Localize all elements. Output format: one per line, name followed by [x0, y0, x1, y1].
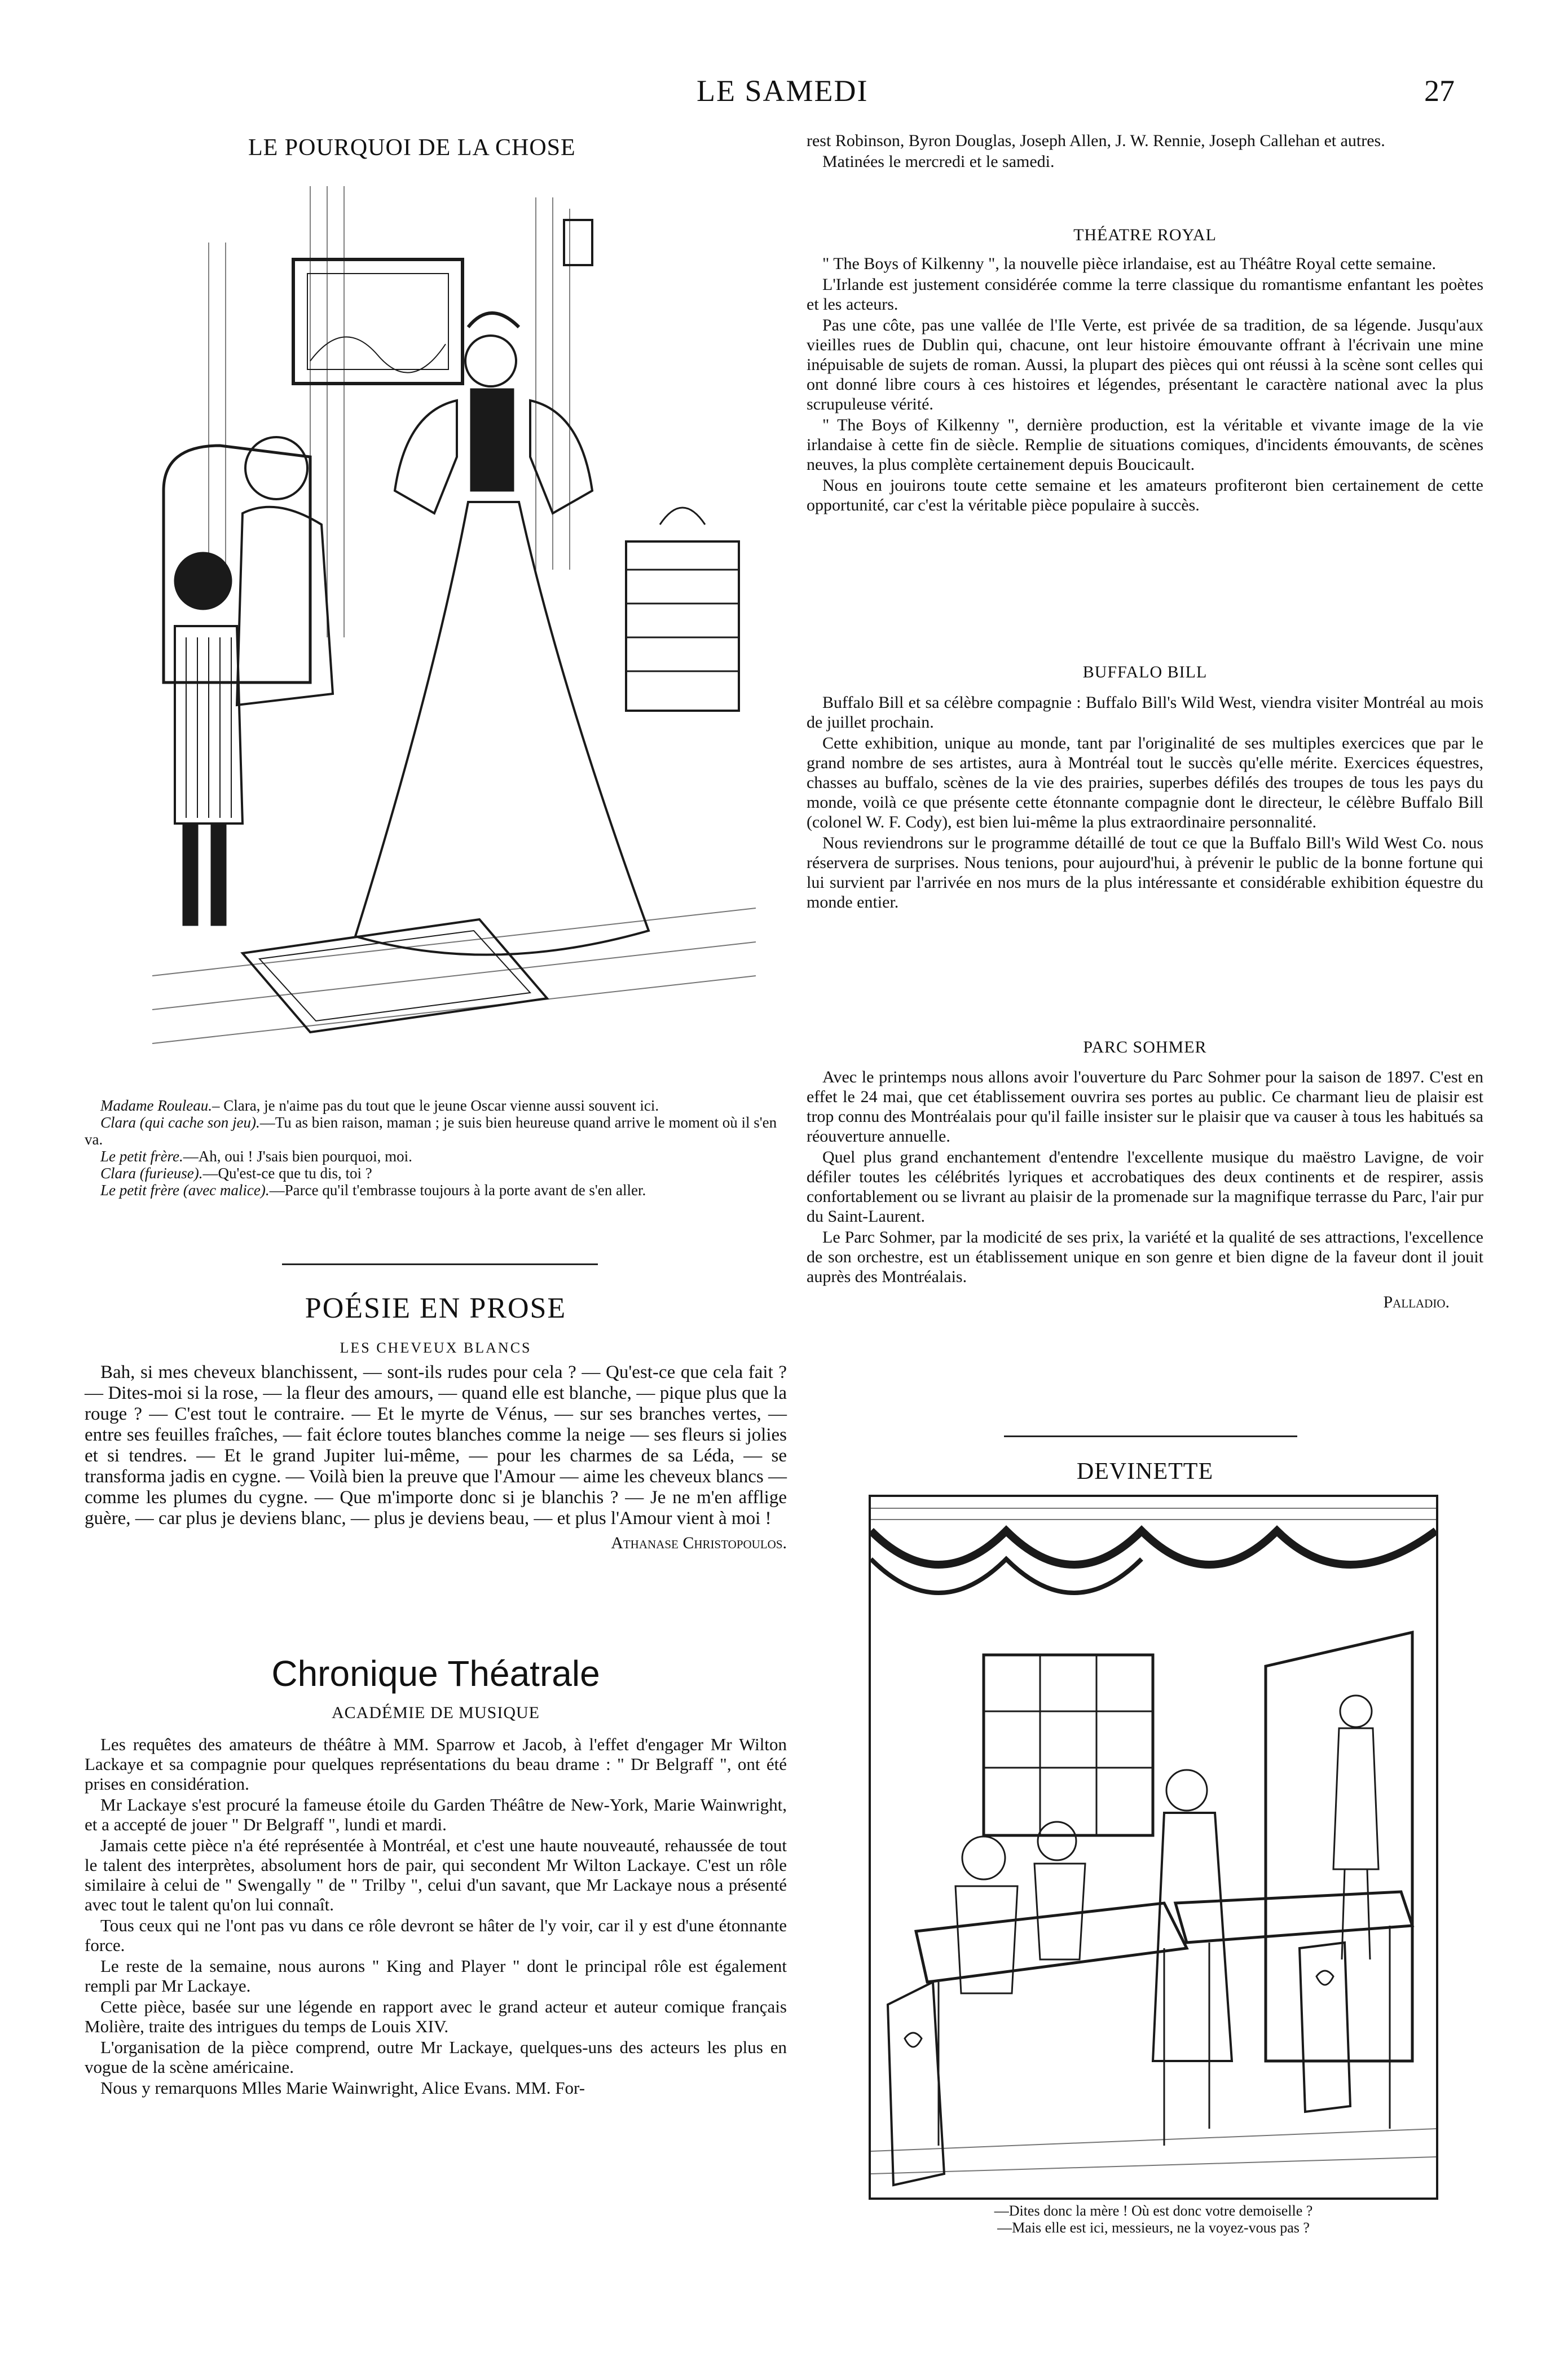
sohmer-paragraph: Quel plus grand enchantement d'entendre l'excellente musique du maëstro Lavigne, de voir défiler toutes les célébrités lyriques et accrobatiques des deux continents et de respirer, assis confortablement ou se livrant au plaisir de la promenade sur la magnifique terrasse du Parc, l'air pur du Saint-Laurent. — [807, 1148, 1483, 1226]
newspaper-title: LE SAMEDI — [697, 74, 869, 108]
sohmer-title: PARC SOHMER — [1083, 1038, 1207, 1056]
right-top-body — [807, 131, 1483, 173]
royal-paragraph: " The Boys of Kilkenny ", dernière production, est la véritable et vivante image de la vie irlandaise à cette fin de siècle. Remplie de situations comiques, d'incidents émouvants, de scènes neuves, la plus complète certainement depuis Boucicault. — [807, 416, 1483, 474]
royal-paragraph: Pas une côte, pas une vallée de l'Ile Verte, est privée de sa tradition, de sa légende. Jusqu'aux vieilles rues de Dublin qui, chacune, ont leur histoire émouvante offrant à l'écrivain une mine inépuisable de sujets de roman. Aussi, la plupart des pièces qui ont réussi à la scène sont celles qui ont donné libre cours à ces histoires et légendes, présentant le caractère national avec la plus scrupuleuse vérité. — [807, 316, 1483, 413]
divider-left-1 — [282, 1263, 598, 1265]
cartoon-caption — [85, 1097, 787, 1199]
caption-text-5: —Parce qu'il t'embrasse toujours à la porte avant de s'en aller. — [269, 1182, 646, 1199]
cartoon-drawing — [141, 175, 767, 1083]
devinette-illustration — [869, 1495, 1438, 2200]
devinette-drawing — [871, 1497, 1436, 2198]
academie-paragraph: Mr Lackaye s'est procuré la fameuse étoile du Garden Théâtre de New-York, Marie Wainwright, et a accepté de jouer " Dr Belgraff ", lundi et mardi. — [85, 1795, 787, 1834]
caption-speaker-4: Clara (furieuse). — [100, 1165, 203, 1182]
divider-right-1 — [1004, 1435, 1297, 1437]
academie-paragraph: Tous ceux qui ne l'ont pas vu dans ce rôle devront se hâter de l'y voir, car il y est d'une étonnante force. — [85, 1915, 787, 1955]
matinees-text: Matinées le mercredi et le samedi. — [822, 152, 1055, 171]
caption-speaker-3: Le petit frère. — [100, 1148, 183, 1165]
buffalo-body — [807, 693, 1483, 913]
buffalo-paragraph: Nous reviendrons sur le programme détaillé de tout ce que la Buffalo Bill's Wild West Co. nous réservera de surprises. Nous tenions, pour aujourd'hui, à prévenir le public de la bonne fortune qui lui survient par l'arrivée en nos murs de la plus intéressante et considérable exhibition équestre du monde entier. — [807, 834, 1483, 911]
poesie-text: Bah, si mes cheveux blanchissent, — sont-ils rudes pour cela ? — Qu'est-ce que cela fait ? — Dites-moi si la rose, — la fleur des amours, — quand elle est blanche, — pique plus que la rouge ? — C'est tout le contraire. — Et le myrte de Vénus, — sur ses branches vertes, — entre ses feuilles fraîches, — fait éclore toutes blanches comme la neige — ses fleurs si jolies et si tendres. — Et le grand Jupiter lui-même, — pour les charmes de sa Léda, — se transforma jadis en cygne. — Voilà bien la preuve que l'Amour — aime les cheveux blancs — comme les plumes du cygne. — Que m'importe donc si je blanchis ? — Je ne m'en afflige guère, — car plus je deviens blanc, — plus je deviens beau, — et plus l'Amour vient à moi ! — [85, 1362, 787, 1529]
sohmer-author: Palladio. — [1383, 1293, 1450, 1311]
cartoon-title: LE POURQUOI DE LA CHOSE — [248, 135, 576, 161]
poesie-author: Athanase Christopoulos. — [611, 1534, 787, 1552]
devinette-caption — [869, 2203, 1438, 2236]
caption-line-3 — [85, 1148, 787, 1165]
royal-title: THÉATRE ROYAL — [1073, 226, 1217, 244]
caption-text-2: —Tu as bien raison, maman ; je suis bien heureuse quand arrive le moment où il s'en va. — [85, 1114, 777, 1148]
devinette-caption-line-1: —Dites donc la mère ! Où est donc votre demoiselle ? — [994, 2203, 1313, 2219]
sohmer-body — [807, 1067, 1483, 1312]
caption-line-2 — [85, 1114, 787, 1148]
caption-text-3: —Ah, oui ! J'sais bien pourquoi, moi. — [183, 1148, 412, 1165]
academie-title: ACADÉMIE DE MUSIQUE — [332, 1703, 540, 1722]
buffalo-paragraph: Cette exhibition, unique au monde, tant par l'originalité de ses multiples exercices que par le grand nombre de ses artistes, aura à Montréal tout le succès qu'elle mérite. Exercices équestres, chasses au buffalo, scènes de la vie des prairies, superbes défilés des troupes de tous les pays du monde, voilà ce que présente cette étonnante compagnie dont le directeur, le célèbre Buffalo Bill (colonel W. F. Cody), est bien lui-même la plus extraordinaire personnalité. — [807, 734, 1483, 831]
sohmer-paragraph: Avec le printemps nous allons avoir l'ouverture du Parc Sohmer pour la saison de 1897. C'est en effet le 24 mai, que cet établissement ouvrira ses portes au public. Ce charmant lieu de plaisir est trop connu des Montréalais pour qu'il faille insister sur le plaisir que va causer à tous les habitués sa réouverture annuelle. — [807, 1068, 1483, 1146]
caption-text-1: – Clara, je n'aime pas du tout que le jeune Oscar vienne aussi souvent ici. — [212, 1097, 659, 1114]
academie-paragraph: Nous y remarquons Mlles Marie Wainwright, Alice Evans. MM. For- — [100, 2078, 585, 2098]
academie-body — [85, 1734, 787, 2099]
caption-line-4 — [85, 1165, 787, 1182]
academie-paragraph: L'organisation de la pièce comprend, outre Mr Lackaye, quelques-uns des acteurs les plus en vogue de la scène américaine. — [85, 2037, 787, 2077]
academie-paragraph: Les requêtes des amateurs de théâtre à MM. Sparrow et Jacob, à l'effet d'engager Mr Wilton Lackaye et sa compagnie pour quelques représentations du beau drame : " Dr Belgraff ", ont été prises en considération. — [85, 1734, 787, 1794]
royal-paragraph: " The Boys of Kilkenny ", la nouvelle pièce irlandaise, est au Théâtre Royal cette semaine. — [822, 254, 1437, 273]
royal-paragraph: Nous en jouirons toute cette semaine et les amateurs profiteront bien certainement de cette opportunité, car c'est la véritable pièce populaire à succès. — [807, 476, 1483, 514]
poesie-title: POÉSIE EN PROSE — [305, 1292, 567, 1324]
page-number: 27 — [1424, 74, 1455, 108]
caption-speaker-2: Clara (qui cache son jeu). — [100, 1114, 260, 1131]
caption-speaker-5: Le petit frère (avec malice). — [100, 1182, 270, 1199]
buffalo-paragraph: Buffalo Bill et sa célèbre compagnie : Buffalo Bill's Wild West, viendra visiter Montréal au mois de juillet prochain. — [807, 693, 1483, 732]
royal-paragraph: L'Irlande est justement considérée comme la terre classique du romantisme enfantant les poètes et les acteurs. — [807, 275, 1483, 314]
poesie-subtitle: LES CHEVEUX BLANCS — [340, 1340, 532, 1356]
caption-line-1 — [85, 1097, 787, 1114]
caption-text-4: —Qu'est-ce que tu dis, toi ? — [202, 1165, 372, 1182]
continued-text: rest Robinson, Byron Douglas, Joseph Allen, J. W. Rennie, Joseph Callehan et autres. — [807, 131, 1385, 150]
chronique-title: Chronique Théatrale — [271, 1653, 600, 1694]
devinette-title: DEVINETTE — [1076, 1459, 1214, 1485]
devinette-caption-line-2: —Mais elle est ici, messieurs, ne la voyez-vous pas ? — [997, 2220, 1310, 2236]
caption-speaker-1: Madame Rouleau. — [100, 1097, 212, 1114]
academie-paragraph: Cette pièce, basée sur une légende en rapport avec le grand acteur et auteur comique français Molière, traite des intrigues du temps de Louis XIV. — [85, 1997, 787, 2036]
academie-paragraph: Le reste de la semaine, nous aurons " King and Player " dont le principal rôle est également rempli par Mr Lackaye. — [85, 1956, 787, 1996]
cartoon-illustration — [141, 175, 767, 1083]
caption-line-5 — [85, 1182, 787, 1199]
academie-paragraph: Jamais cette pièce n'a été représentée à Montréal, et c'est une haute nouveauté, rehaussée de tout le talent des interprètes, absolument hors de pair, qui secondent Mr Wilton Lackaye. C'est un rôle similaire à celui de " Swengally " de " Trilby ", celui d'un savant, que Mr Lackaye nous a présenté avec tout le talent qu'on lui connaît. — [85, 1835, 787, 1914]
buffalo-title: BUFFALO BILL — [1082, 663, 1208, 681]
sohmer-paragraph: Le Parc Sohmer, par la modicité de ses prix, la variété et la qualité de ses attractions, l'excellence de son orchestre, est un établissement unique en son genre et bien digne de la faveur dont il jouit auprès des Montréalais. — [807, 1228, 1483, 1286]
royal-body — [807, 254, 1483, 516]
poesie-body — [85, 1362, 787, 1553]
